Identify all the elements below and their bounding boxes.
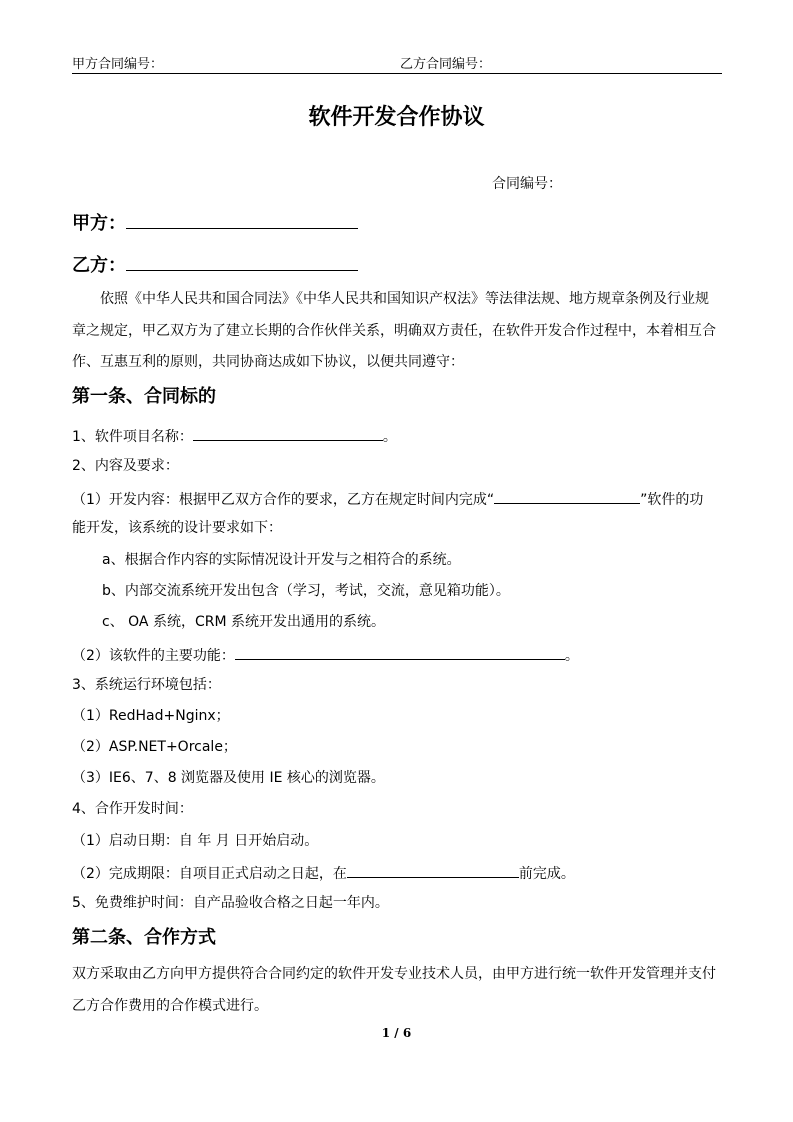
page-number: 1 / 6 bbox=[381, 1026, 412, 1040]
item-4-2-post: 前完成。 bbox=[518, 866, 575, 882]
item-4-2-pre: （2）完成期限：自项目正式启动之日起，在 bbox=[72, 866, 347, 882]
item-3: 3、系统运行环境包括： bbox=[72, 677, 221, 693]
item-4: 4、合作开发时间： bbox=[72, 801, 193, 817]
item-1-blank bbox=[193, 426, 383, 441]
item-3-2: （2）ASP.NET+Orcale； bbox=[72, 739, 237, 755]
item-3-3: （3）IE6、7、8 浏览器及使用 IE 核心的浏览器。 bbox=[72, 770, 385, 786]
item-2-1-line-2: 能开发，该系统的设计要求如下： bbox=[72, 520, 282, 536]
article-1-title: 第一条、合同标的 bbox=[72, 386, 216, 407]
item-4-2-row bbox=[72, 863, 724, 883]
item-2-2-blank bbox=[235, 645, 565, 660]
contract-no-label: 合同编号： bbox=[492, 176, 562, 192]
party-b-blank bbox=[126, 252, 358, 271]
item-2-1-pre: （1）开发内容：根据甲乙双方合作的要求，乙方在规定时间内完成“ bbox=[72, 492, 495, 508]
header-party-b-contract-no: 乙方合同编号： bbox=[400, 57, 492, 72]
item-2-1-row bbox=[72, 489, 724, 509]
item-4-2-blank bbox=[347, 863, 519, 878]
party-b-label: 乙方： bbox=[72, 255, 126, 276]
item-2-2-label: （2）该软件的主要功能： bbox=[72, 648, 235, 664]
party-b-row bbox=[72, 252, 358, 277]
item-2-1-post: ”软件的功 bbox=[640, 492, 704, 508]
header-divider bbox=[72, 73, 722, 74]
item-1-label: 1、软件项目名称： bbox=[72, 429, 193, 445]
sub-item-c: c、 OA 系统，CRM 系统开发出通用的系统。 bbox=[102, 614, 385, 630]
item-1-row bbox=[72, 426, 724, 446]
document-title: 软件开发合作协议 bbox=[308, 104, 485, 130]
intro-line-3: 作、互惠互利的原则，共同协商达成如下协议，以便共同遵守： bbox=[72, 354, 464, 370]
party-a-label: 甲方： bbox=[72, 213, 126, 234]
article-2-line-2: 乙方合作费用的合作模式进行。 bbox=[72, 998, 268, 1014]
party-a-blank bbox=[126, 210, 358, 229]
sub-item-a: a、根据合作内容的实际情况设计开发与之相符合的系统。 bbox=[102, 552, 461, 568]
sub-item-b: b、内部交流系统开发出包含（学习，考试，交流，意见箱功能）。 bbox=[102, 583, 510, 599]
item-2-2-row bbox=[72, 645, 724, 665]
article-2-line-1: 双方采取由乙方向甲方提供符合合同约定的软件开发专业技术人员，由甲方进行统一软件开发管理并支付 bbox=[72, 966, 716, 982]
item-3-1: （1）RedHad+Nginx； bbox=[72, 708, 230, 724]
article-2-title: 第二条、合作方式 bbox=[72, 927, 216, 948]
header-party-a-contract-no: 甲方合同编号： bbox=[72, 57, 164, 72]
party-a-row bbox=[72, 210, 358, 235]
item-2: 2、内容及要求： bbox=[72, 458, 179, 474]
item-2-1-blank bbox=[494, 489, 640, 504]
intro-line-2: 章之规定，甲乙双方为了建立长期的合作伙伴关系，明确双方责任，在软件开发合作过程中，本着相互合 bbox=[72, 323, 716, 339]
intro-line-1: 依照《中华人民共和国合同法》《中华人民共和国知识产权法》等法律法规、地方规章条例及行业规 bbox=[100, 291, 709, 307]
item-2-2-end: 。 bbox=[564, 648, 579, 664]
item-5: 5、免费维护时间：自产品验收合格之日起一年内。 bbox=[72, 895, 389, 911]
item-4-1: （1）启动日期：自 年 月 日开始启动。 bbox=[72, 833, 319, 849]
item-1-end: 。 bbox=[382, 429, 397, 445]
